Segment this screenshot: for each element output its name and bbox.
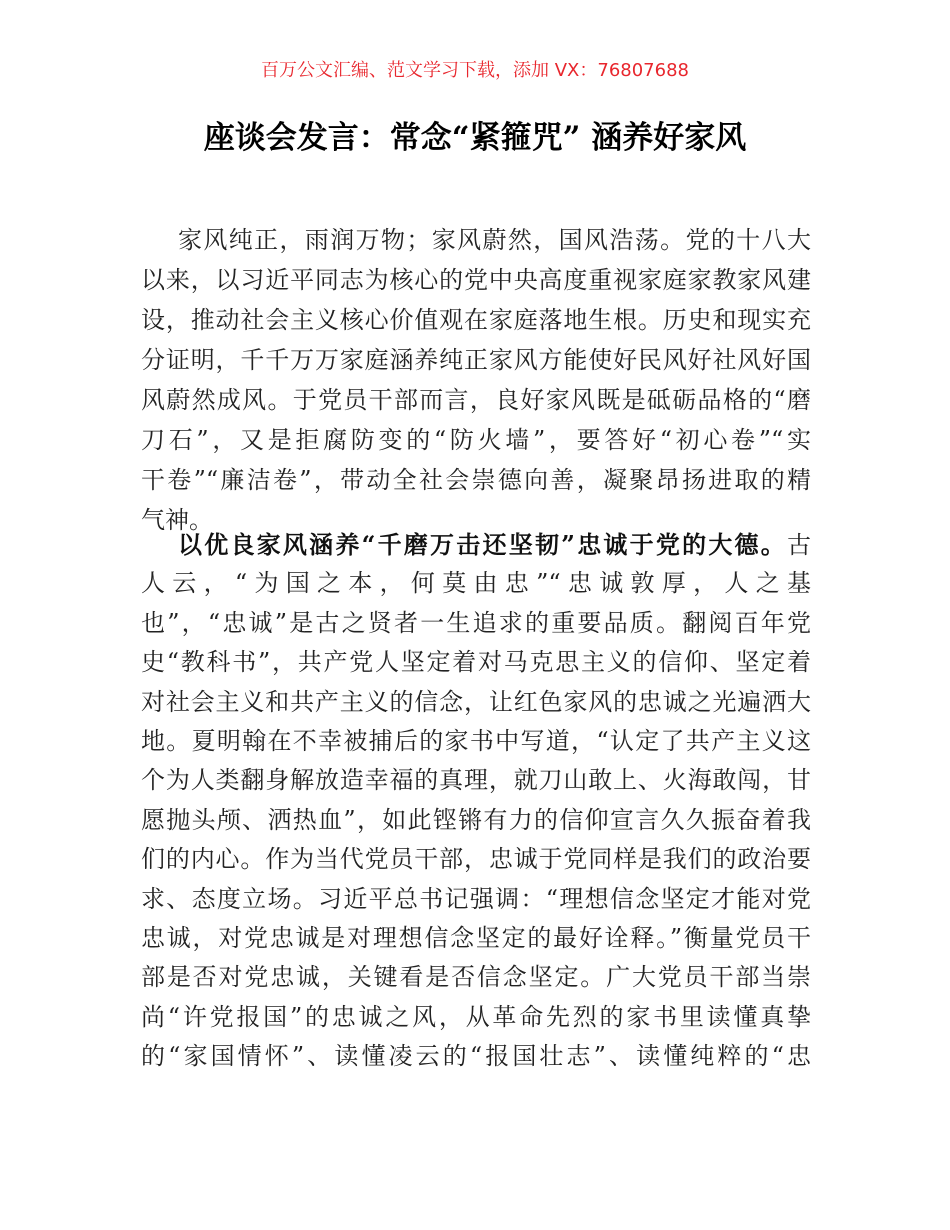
paragraph-intro [141, 220, 811, 540]
paragraph-line: 们的内心。作为当代党员干部，忠诚于党同样是我们的政治要 [141, 845, 811, 874]
paragraph-line: 尚“许党报国”的忠诚之风，从革命先烈的家书里读懂真挚 [141, 1002, 811, 1031]
paragraph-line: 风蔚然成风。于党员干部而言，良好家风既是砥砺品格的“磨 [141, 386, 811, 414]
paragraph-line: 地。夏明翰在不幸被捕后的家书中写道，“认定了共产主义这 [141, 726, 811, 755]
watermark-header: 百万公文汇编、范文学习下载，添加 VX：76807688 [261, 60, 689, 81]
paragraph-line: 求、态度立场。习近平总书记强调：“理想信念坚定才能对党 [141, 884, 811, 913]
paragraph-loyalty [141, 525, 811, 1076]
paragraph-line: 也”，“忠诚”是古之贤者一生追求的重要品质。翻阅百年党 [141, 608, 811, 637]
paragraph-line: 愿抛头颅、洒热血”，如此铿锵有力的信仰宣言久久振奋着我 [141, 805, 811, 834]
document-title: 座谈会发言：常念“紧箍咒” 涵养好家风 [203, 120, 747, 156]
paragraph-line: 对社会主义和共产主义的信念，让红色家风的忠诚之光遍洒大 [141, 687, 811, 716]
paragraph-line: 部是否对党忠诚，关键看是否信念坚定。广大党员干部当崇 [141, 963, 811, 992]
paragraph-line: 以来，以习近平同志为核心的党中央高度重视家庭家教家风建 [141, 266, 811, 294]
paragraph-line: 个为人类翻身解放造幸福的真理，就刀山敢上、火海敢闯，甘 [141, 766, 811, 795]
paragraph-line: 忠诚，对党忠诚是对理想信念坚定的最好诠释。”衡量党员干 [141, 923, 811, 952]
paragraph-line: 刀石”，又是拒腐防变的“防火墙”，要答好“初心卷”“实 [141, 426, 811, 454]
paragraph-line [141, 525, 811, 564]
paragraph-line: 的“家国情怀”、读懂凌云的“报国壮志”、读懂纯粹的“忠 [141, 1042, 811, 1071]
paragraph-line: 人云，“为国之本，何莫由忠”“忠诚敦厚，人之基 [141, 569, 811, 598]
paragraph-line: 史“教科书”，共产党人坚定着对马克思主义的信仰、坚定着 [141, 648, 811, 677]
paragraph-line: 干卷”“廉洁卷”，带动全社会崇德向善，凝聚昂扬进取的精 [141, 466, 811, 494]
section-heading: 以优良家风涵养“千磨万击还坚韧”忠诚于党的大德。 [178, 530, 787, 559]
paragraph-text: 古 [787, 531, 811, 559]
paragraph-line: 气神。 [141, 506, 213, 534]
paragraph-line: 分证明，千千万万家庭涵养纯正家风方能使好民风好社风好国 [141, 346, 811, 374]
paragraph-line: 家风纯正，雨润万物；家风蔚然，国风浩荡。党的十八大 [178, 226, 811, 254]
paragraph-line: 设，推动社会主义核心价值观在家庭落地生根。历史和现实充 [141, 306, 811, 334]
